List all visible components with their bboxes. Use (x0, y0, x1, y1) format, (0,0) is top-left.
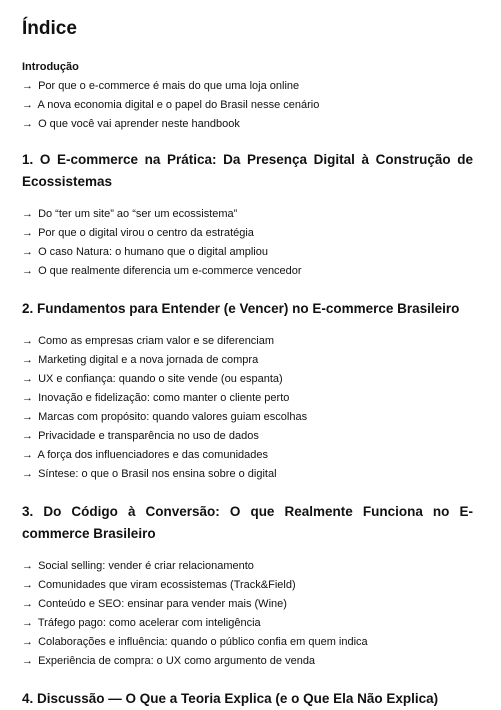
arrow-icon: → (22, 579, 33, 591)
toc-item-label: A nova economia digital e o papel do Brasil nesse cenário (37, 99, 320, 111)
toc-item[interactable] (22, 332, 473, 351)
arrow-icon: → (22, 354, 33, 366)
arrow-icon: → (22, 411, 33, 423)
toc-item-label: Por que o e-commerce é mais do que uma loja online (38, 80, 300, 92)
toc-item-label: Experiência de compra: o UX como argumento de venda (38, 655, 316, 667)
arrow-icon: → (22, 265, 33, 277)
toc-item[interactable] (22, 652, 473, 671)
arrow-icon: → (22, 373, 33, 385)
toc-item[interactable] (22, 389, 473, 408)
toc-item-label: A força dos influenciadores e das comunidades (37, 449, 268, 461)
toc-item-label: Colaborações e influência: quando o público confia em quem indica (38, 636, 368, 648)
toc-item[interactable] (22, 576, 473, 595)
section-heading[interactable]: 4. Discussão — O Que a Teoria Explica (e o Que Ela Não Explica) (22, 691, 439, 706)
toc-item-label: O que realmente diferencia um e-commerce vencedor (38, 265, 302, 277)
section-2 (22, 298, 473, 484)
toc-item[interactable] (22, 465, 473, 484)
toc-item[interactable] (22, 427, 473, 446)
arrow-icon: → (22, 449, 33, 461)
toc-item[interactable] (22, 614, 473, 633)
toc-item-label: Por que o digital virou o centro da estratégia (38, 227, 254, 239)
arrow-icon: → (22, 246, 33, 258)
toc-item-label: Como as empresas criam valor e se diferenciam (38, 335, 275, 347)
toc-item[interactable] (22, 262, 473, 281)
arrow-icon: → (22, 208, 33, 220)
toc-item[interactable] (22, 77, 473, 96)
section-heading[interactable]: 3. Do Código à Conversão: O que Realmente Funciona no E-commerce Brasileiro (22, 504, 473, 541)
toc-item[interactable] (22, 205, 473, 224)
arrow-icon: → (22, 335, 33, 347)
toc-item-label: Marcas com propósito: quando valores guiam escolhas (38, 411, 308, 423)
toc-item-label: Tráfego pago: como acelerar com inteligência (37, 617, 261, 629)
toc-item-label: Comunidades que viram ecossistemas (Track&Field) (38, 579, 296, 591)
toc-item[interactable] (22, 243, 473, 262)
arrow-icon: → (22, 227, 33, 239)
intro-section (22, 58, 473, 134)
toc-item-label: O que você vai aprender neste handbook (38, 118, 240, 130)
toc-item-label: Marketing digital e a nova jornada de compra (38, 354, 259, 366)
toc-item-label: UX e confiança: quando o site vende (ou espanta) (38, 373, 283, 385)
toc-item-label: Inovação e fidelização: como manter o cliente perto (38, 392, 290, 404)
toc-item[interactable] (22, 115, 473, 134)
arrow-icon: → (22, 655, 33, 667)
section-1 (22, 149, 473, 281)
toc-item[interactable] (22, 224, 473, 243)
arrow-icon: → (22, 468, 33, 480)
arrow-icon: → (22, 392, 33, 404)
section-3 (22, 501, 473, 671)
toc-item[interactable] (22, 446, 473, 465)
toc-item-label: Conteúdo e SEO: ensinar para vender mais (Wine) (38, 598, 287, 610)
toc-item[interactable] (22, 370, 473, 389)
toc-item[interactable] (22, 633, 473, 652)
section-heading[interactable]: 1. O E-commerce na Prática: Da Presença Digital à Construção de Ecossistemas (22, 152, 473, 189)
arrow-icon: → (22, 636, 33, 648)
toc-item-label: Do “ter um site” ao “ser um ecossistema” (38, 208, 238, 220)
page-title: Índice (22, 18, 77, 39)
arrow-icon: → (22, 118, 33, 130)
intro-heading: Introdução (22, 61, 79, 73)
arrow-icon: → (22, 99, 33, 111)
toc-item[interactable] (22, 408, 473, 427)
toc-item-label: Privacidade e transparência no uso de dados (38, 430, 259, 442)
section-heading[interactable]: 2. Fundamentos para Entender (e Vencer) no E-commerce Brasileiro (22, 301, 460, 316)
arrow-icon: → (22, 617, 33, 629)
toc-item[interactable] (22, 351, 473, 370)
toc-item[interactable] (22, 557, 473, 576)
arrow-icon: → (22, 560, 33, 572)
arrow-icon: → (22, 80, 33, 92)
toc-item[interactable] (22, 96, 473, 115)
arrow-icon: → (22, 430, 33, 442)
toc-item[interactable] (22, 595, 473, 614)
arrow-icon: → (22, 598, 33, 610)
toc-item-label: Síntese: o que o Brasil nos ensina sobre o digital (38, 468, 277, 480)
toc-item-label: Social selling: vender é criar relacionamento (38, 560, 254, 572)
toc-item-label: O caso Natura: o humano que o digital ampliou (38, 246, 268, 258)
